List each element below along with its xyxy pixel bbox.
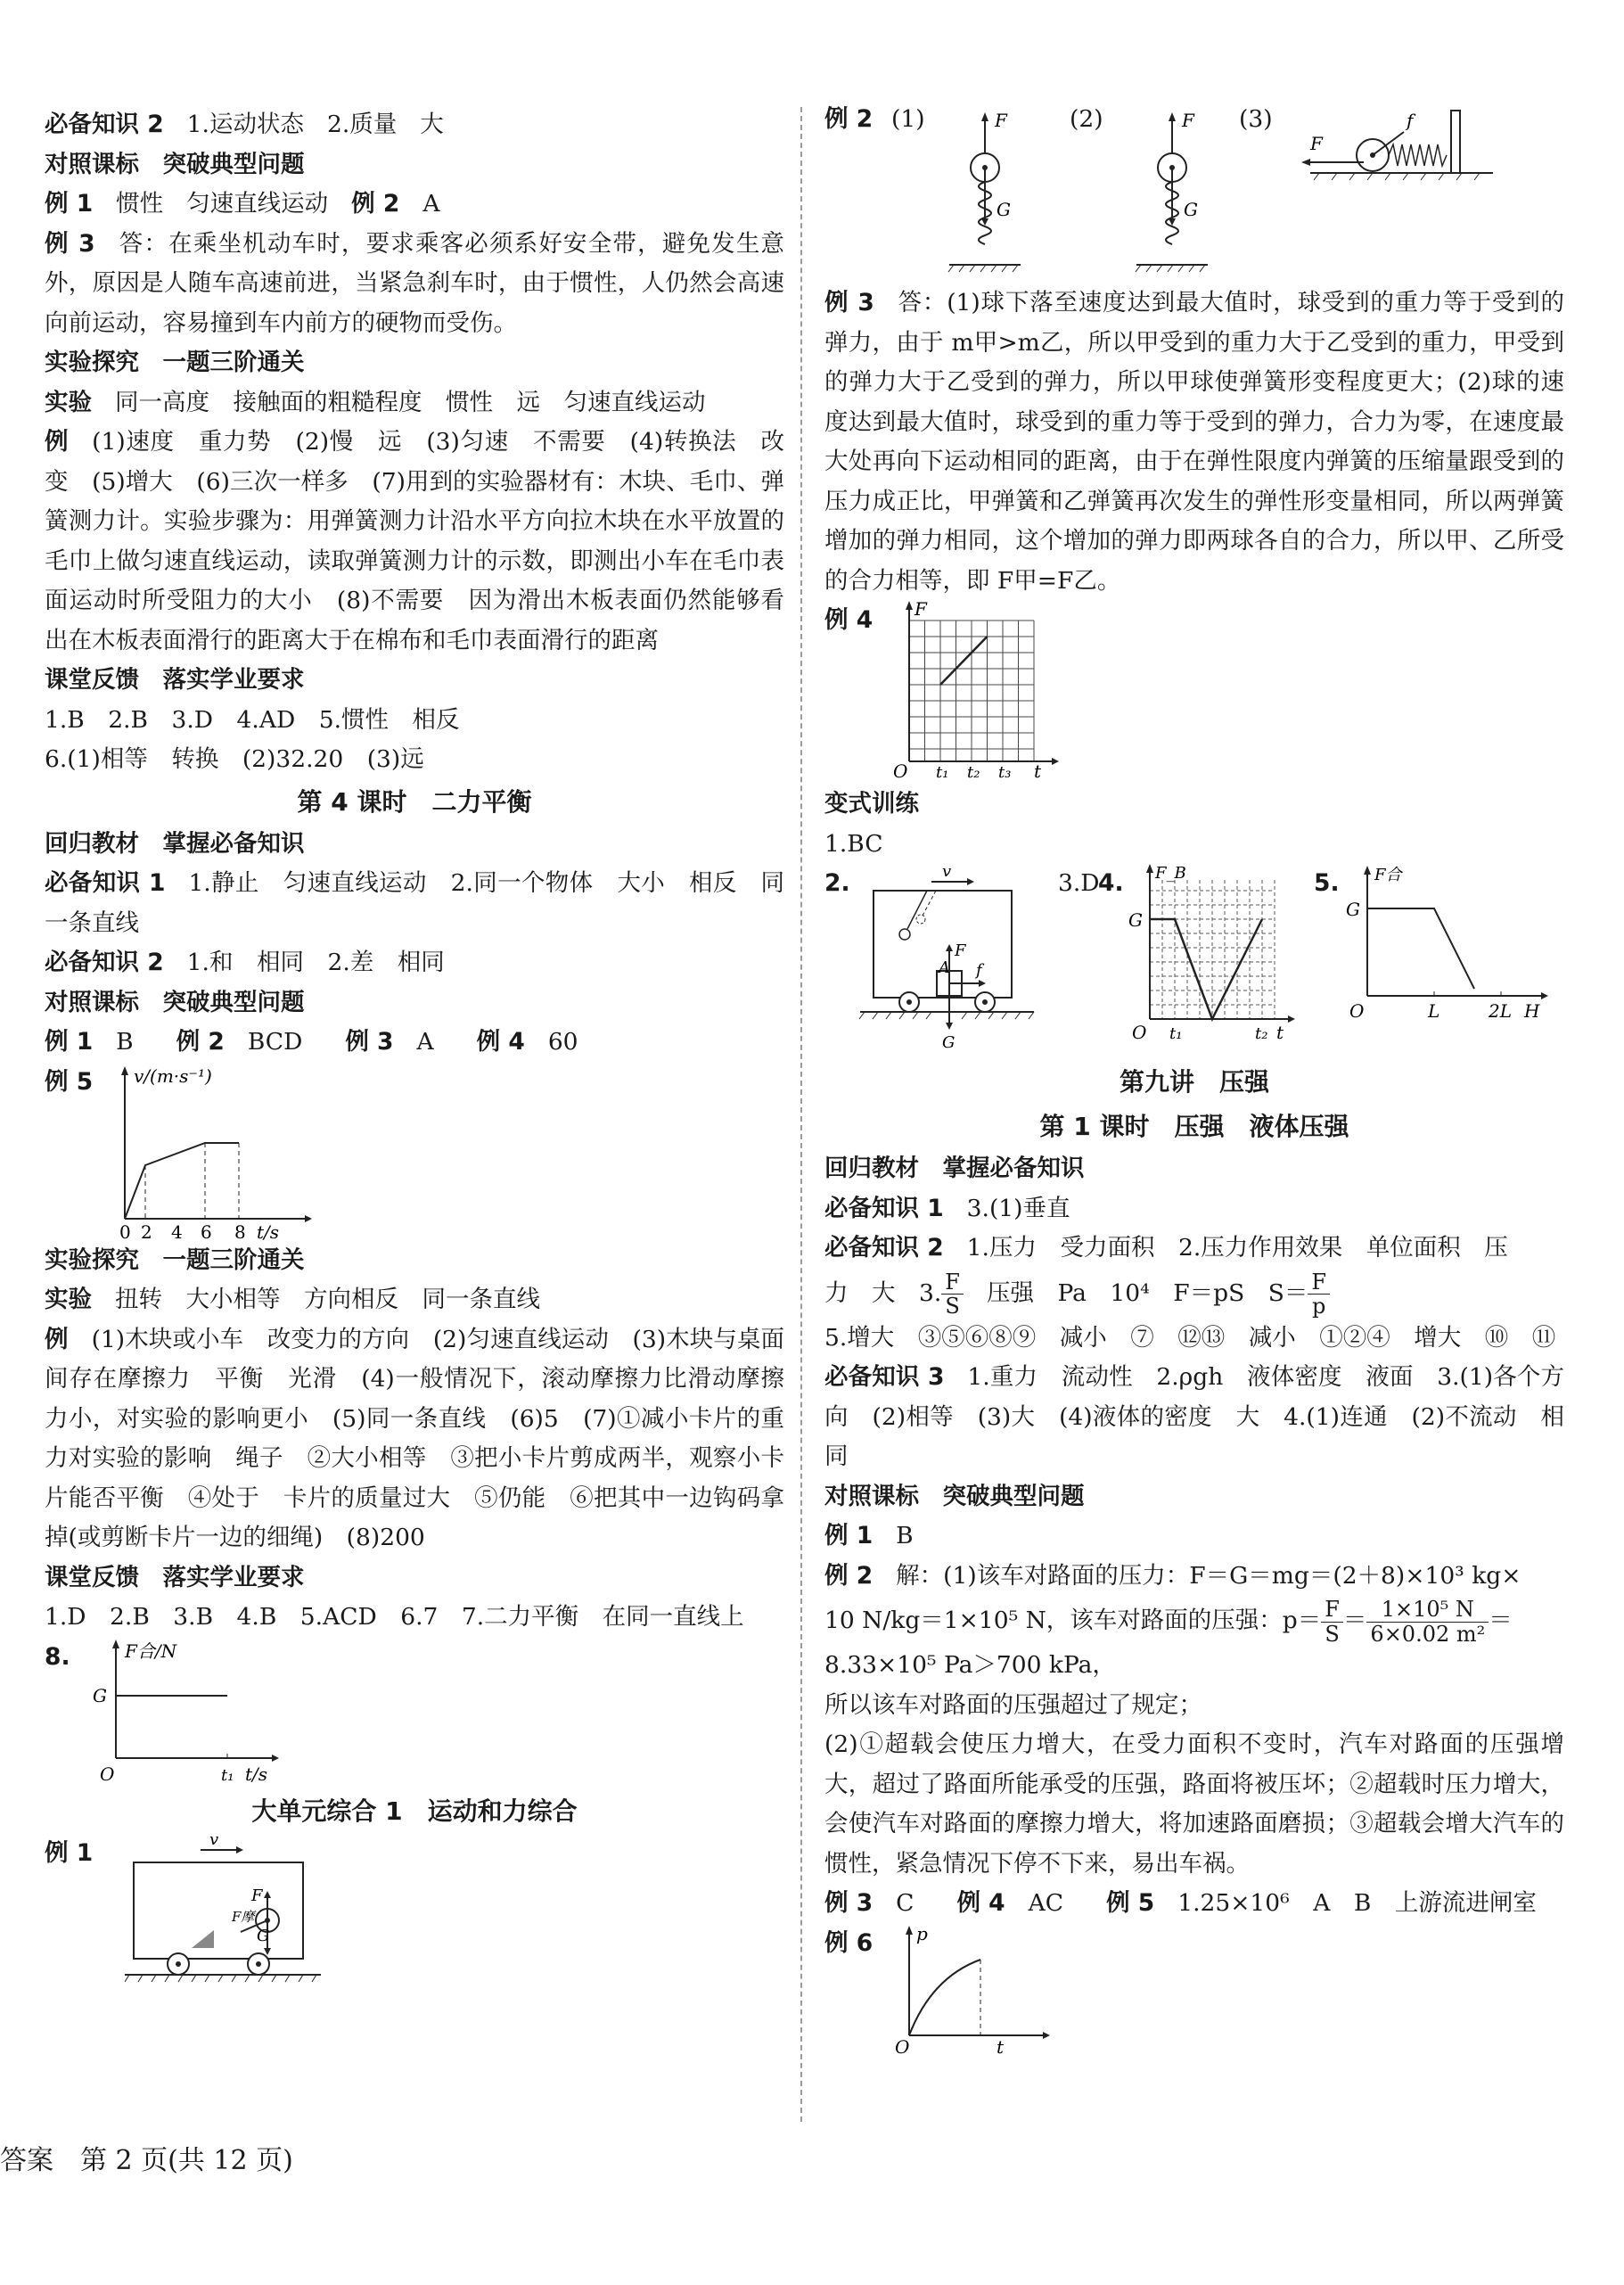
answer: 大	[420, 111, 444, 138]
unit-example-1-block	[45, 1834, 784, 1985]
label-g: G	[1128, 909, 1143, 931]
force-time-grid	[891, 601, 1070, 779]
line-feedback-2: 6.(1)相等 转换 (2)32.20 (3)远	[45, 745, 424, 773]
line-experiment-2	[45, 1280, 784, 1320]
line-example-1	[824, 1516, 1564, 1557]
label: 例 3	[824, 1889, 874, 1917]
string	[907, 891, 927, 929]
net-force-graph	[80, 1638, 285, 1789]
right-column	[824, 100, 1564, 2058]
section-heading: 课堂反馈 落实学业要求	[45, 666, 305, 694]
spring	[1389, 144, 1447, 166]
numerator: F	[1308, 1270, 1330, 1295]
y-label: F合/N	[125, 1640, 177, 1662]
line-knowledge-1	[824, 1189, 1564, 1229]
tick-label: t₁	[1169, 1024, 1183, 1043]
graph-curve	[909, 1960, 980, 2035]
g-label: G	[942, 1033, 956, 1051]
line-variant-1: 1.BC	[824, 829, 883, 858]
answer: 1.运动状态	[186, 111, 304, 138]
answer: 解：(1)该车对路面的压力：F＝G＝mg＝(2＋8)×10³ kg×	[896, 1561, 1521, 1590]
y-arrow	[112, 1640, 119, 1648]
fraction	[1366, 1598, 1489, 1646]
x-arrow	[272, 1755, 279, 1762]
answer: 答：(1)球下落至速度达到最大值时，球受到的重力等于受到的弹力，由于 m甲>m乙，所以甲受到的重力大于乙受到的重力，甲受到的弹力大于乙受到的弹力，所以甲球使弹簧形变程度更大；(2)球的速度达到最大值时，球受到的重力等于受到的弹力，合力为零，在速度最大处再向下运动相同的距离，由于在弹性限度内弹簧的压缩量跟受到的压力成正比，甲弹簧和乙弹簧再次发生的弹性形变量相同，所以两弹簧增加的弹力相同，这个增加的弹力即两球各自的合力，所以甲、乙所受的合力相等，即 F甲=F乙。	[824, 289, 1564, 595]
lesson-title: 第 4 课时 二力平衡	[297, 786, 532, 817]
label: 例 2	[824, 105, 874, 133]
label: 例 4	[824, 606, 874, 634]
tick: 8	[234, 1221, 246, 1241]
cart-pendulum-diagram	[851, 864, 1047, 1051]
g-label: G	[257, 1926, 270, 1945]
f-label: F	[251, 1886, 263, 1905]
numerator: 1×10⁵ N	[1366, 1598, 1489, 1622]
x-label: H	[1524, 1000, 1540, 1022]
section-heading: 变式训练	[824, 790, 919, 818]
label: 例 6	[824, 1928, 874, 1957]
line-example-2-conclusion: 所以该车对路面的压强超过了规定；	[824, 1690, 1202, 1719]
label: 例 2	[176, 1028, 225, 1056]
tick: 4	[171, 1221, 183, 1241]
y-label: F合	[1374, 866, 1402, 884]
tick-label: 2L	[1489, 1000, 1513, 1022]
label: 2.	[824, 869, 850, 897]
y-label: p	[916, 1923, 928, 1944]
line-knowledge-2b	[45, 943, 784, 983]
label: 实验	[45, 388, 92, 416]
tick-label: t₁	[936, 763, 949, 779]
origin: O	[100, 1763, 115, 1785]
tick-label: L	[1428, 1000, 1440, 1022]
answer: (1)速度 重力势 (2)慢 远 (3)匀速 不需要 (4)转换法 改变 (5)增大 (6)三次一样多 (7)用到的实验器材有：木块、毛巾、弹簧测力计。实验步骤为：用弹簧测力计沿水平方向拉木块在水平放置的毛巾上做匀速直线运动，读取弹簧测力计的示数，即测出小车在毛巾表面运动时所受阻力的大小 (8)不需要 因为滑出木板表面仍然能够看出在木板表面滑行的距离大于在棉布和毛巾表面滑行的距离	[45, 428, 785, 654]
page-footer: 答案 第 2 页(共 12 页)	[0, 2145, 293, 2176]
line-knowledge-3	[824, 1358, 1564, 1477]
answer: B	[116, 1028, 134, 1056]
small-f-label: f	[1407, 110, 1414, 131]
example-4-block	[824, 601, 1564, 785]
example-5-block	[45, 1063, 784, 1241]
line-examples-1-4	[45, 1023, 784, 1063]
answer: ＝	[1342, 1607, 1367, 1634]
sub-label: (3)	[1239, 105, 1273, 133]
sub-label: (2)	[1070, 105, 1103, 133]
tick: 0	[119, 1221, 131, 1241]
section-heading: 实验探究 一题三阶通关	[45, 1245, 305, 1274]
label: 例 5	[45, 1067, 94, 1096]
answer: 3.(1)垂直	[966, 1194, 1070, 1222]
y-label: F	[915, 601, 927, 620]
fraction	[941, 1270, 964, 1319]
answer: A	[416, 1028, 434, 1056]
line-example-2-part2: (2)①超载会使压力增大，在受力面积不变时，汽车对路面的压强增大，超过了路面所能承受的压强，路面将被压坏；②超载时压力增大，会使汽车对路面的摩擦力增大，将加速路面磨损；③超载会增大汽车的惯性，紧急情况下停不下来，易出车祸。	[824, 1730, 1564, 1878]
a-label: A	[939, 958, 950, 977]
y-label: F_B	[1155, 864, 1186, 883]
tick: 6	[201, 1221, 212, 1241]
section-heading: 课堂反馈 落实学业要求	[45, 1563, 305, 1591]
unit-title: 大单元综合 1 运动和力综合	[251, 1796, 578, 1826]
origin: O	[893, 760, 908, 779]
label: 例 4	[956, 1889, 1005, 1917]
label: 例	[45, 1325, 69, 1353]
x-label: t/s	[257, 1221, 280, 1241]
origin: O	[895, 2035, 910, 2058]
car-force-diagram	[125, 1834, 357, 1985]
pendulum-ball	[899, 929, 910, 940]
answer: 扭转 大小相等 方向相反 同一条直线	[115, 1286, 540, 1313]
net-force-height-graph	[1341, 864, 1554, 1051]
tick-label: t₂	[1255, 1024, 1268, 1043]
line-example-3-right	[824, 284, 1564, 601]
denominator: S	[945, 1294, 960, 1319]
pressure-time-graph	[891, 1924, 1070, 2058]
label: 实验	[45, 1286, 92, 1313]
line-example-2	[45, 1320, 784, 1558]
x-arrow	[305, 1215, 312, 1222]
answer: 1.压力 受力面积 2.压力作用效果 单位面积 压	[966, 1234, 1508, 1262]
label: 例 1	[824, 1522, 874, 1549]
label: 必备知识 1	[45, 869, 166, 897]
line-example-2	[824, 1557, 1564, 1597]
v-label: v	[209, 1833, 219, 1849]
left-column	[45, 105, 784, 1985]
graph-line	[1367, 908, 1474, 989]
g-label: G	[997, 199, 1011, 220]
velocity-time-graph	[107, 1063, 312, 1241]
variant-figures-row	[824, 864, 1564, 1060]
answer: 惯性	[116, 190, 164, 218]
tick-label: t₂	[967, 763, 980, 779]
y-label: v/(m·s⁻¹)	[134, 1064, 212, 1087]
fraction	[1308, 1270, 1330, 1319]
label: 必备知识 2	[45, 949, 164, 976]
origin: O	[1132, 1022, 1147, 1043]
answer: 1.和 相同 2.差 相同	[186, 949, 445, 976]
answer: B	[896, 1522, 914, 1549]
section-heading: 实验探究 一题三阶通关	[45, 349, 305, 376]
numerator: F	[1321, 1598, 1343, 1622]
answer: 3.D	[1058, 869, 1100, 897]
answer: BCD	[247, 1028, 303, 1056]
line-example-3	[45, 225, 784, 344]
numerator: F	[941, 1270, 964, 1295]
line-experiment	[45, 383, 784, 423]
denominator: S	[1325, 1621, 1340, 1647]
answer: A	[422, 190, 440, 218]
small-f-label: f	[976, 961, 982, 980]
section-heading: 对照课标 突破典型问题	[45, 150, 305, 178]
answer: 60	[547, 1028, 578, 1056]
answer: 1.静止 匀速直线运动 2.同一个物体 大小 相反 同一条直线	[45, 869, 784, 937]
line-knowledge-2	[45, 105, 784, 145]
graph-line	[940, 637, 988, 685]
question-8-block	[45, 1638, 784, 1789]
label: 必备知识 3	[824, 1363, 945, 1391]
fraction	[1321, 1598, 1343, 1646]
wall	[1451, 111, 1460, 173]
line-knowledge-2-cont	[824, 1269, 1564, 1319]
f-label: F	[1310, 133, 1323, 154]
line-examples-3-5	[824, 1884, 1564, 1924]
label-g: G	[93, 1684, 107, 1706]
answer: 答：在乘坐机动车时，要求乘客必须系好安全带，避免发生意外，原因是人随车高速前进，当紧急刹车时，由于惯性，人仍然会高速向前运动，容易撞到车内前方的硬物而受伤。	[45, 229, 785, 337]
f-label: F	[995, 110, 1007, 131]
label: 例 1	[45, 1838, 94, 1867]
label: 例 1	[45, 1028, 94, 1056]
label: 例 3	[824, 289, 874, 316]
label: 例 4	[476, 1028, 525, 1056]
answer: 压强 Pa 10⁴ F＝pS S＝	[986, 1278, 1308, 1307]
section-heading: 对照课标 突破典型问题	[45, 988, 305, 1016]
lesson-title: 第 1 课时 压强 液体压强	[1039, 1112, 1349, 1141]
f-label: F	[955, 941, 966, 960]
line-knowledge-1	[45, 864, 784, 943]
answer: 同一高度 接触面的粗糙程度 惯性 远 匀速直线运动	[115, 388, 706, 416]
chapter-title: 第九讲 压强	[1119, 1067, 1269, 1097]
spring-ball-diagram-1	[945, 100, 1025, 278]
answer: 2.质量	[326, 111, 398, 138]
section-heading: 回归教材 掌握必备知识	[45, 829, 305, 858]
label: 必备知识 2	[824, 1234, 944, 1262]
f-label: F	[1182, 110, 1194, 131]
line-knowledge-5: 5.增大 ③⑤⑥⑧⑨ 减小 ⑦ ⑫⑬ 减小 ①②④ 增大 ⑩ ⑪	[824, 1323, 1556, 1352]
answer: AC	[1028, 1889, 1064, 1917]
label: 例 2	[351, 190, 400, 218]
denominator: 6×0.02 m²	[1370, 1621, 1486, 1647]
answer: 1.重力 流动性 2.ρgh 液体密度 液面 3.(1)各个方向 (2)相等 (3)大 (4)液体的密度 大 4.(1)连通 (2)不流动 相同	[824, 1363, 1564, 1470]
line-example-2-calc	[824, 1596, 1564, 1646]
wedge	[192, 1930, 214, 1948]
tick-label: t₁	[221, 1765, 234, 1785]
label: 4.	[1098, 869, 1124, 897]
car-body	[134, 1862, 303, 1959]
sub-label: (1)	[891, 105, 925, 133]
fb-time-grid	[1123, 864, 1301, 1051]
tick: 2	[141, 1221, 152, 1241]
origin: O	[1349, 1000, 1365, 1022]
label: 5.	[1314, 869, 1340, 897]
denominator: p	[1312, 1294, 1326, 1319]
spring-wall-diagram	[1292, 100, 1497, 189]
ff-label: F摩	[232, 1908, 255, 1925]
line-example-2-result: 8.33×10⁵ Pa＞700 kPa，	[824, 1651, 1116, 1679]
graph-line	[125, 1143, 239, 1219]
label: 8.	[45, 1642, 70, 1671]
line-example	[45, 423, 784, 661]
answer: 10 N/kg＝1×10⁵ N，该车对路面的压强：p＝	[824, 1607, 1322, 1634]
section-heading: 对照课标 突破典型问题	[824, 1482, 1085, 1510]
label-g: G	[1346, 899, 1360, 920]
label: 例 1	[45, 190, 94, 218]
answer: 力 大 3.	[824, 1278, 942, 1307]
answer: 1.25×10⁶ A B 上游流进闸室	[1177, 1889, 1537, 1917]
answer: 匀速直线运动	[186, 190, 329, 218]
label: 必备知识 1	[824, 1194, 944, 1222]
example-2-block	[824, 100, 1564, 284]
label: 例 5	[1106, 1889, 1155, 1917]
cart-body	[874, 891, 1012, 998]
graph-line	[1150, 919, 1262, 1019]
v-label: v	[942, 864, 952, 881]
line-knowledge-2	[824, 1229, 1564, 1269]
y-arrow	[121, 1066, 128, 1075]
answer: (1)木块或小车 改变力的方向 (2)匀速直线运动 (3)木块与桌面间存在摩擦力 平衡 光滑 (4)一般情况下，滚动摩擦力比滑动摩擦力小，对实验的影响更小 (5)同一条直线 (6)5 (7)①减小卡片的重力对实验的影响 绳子 ②大小相等 ③把小卡片剪成两半，观察小卡片能否平衡 ④处于 卡片的质量过大 ⑤仍能 ⑥把其中一边钩码拿掉(或剪断卡片一边的细绳) (8)200	[45, 1325, 784, 1551]
x-label: t	[1276, 1022, 1284, 1043]
x-label: t	[997, 2035, 1005, 2058]
tick-label: t₃	[998, 763, 1012, 779]
label: 例 2	[824, 1561, 874, 1590]
line-feedback-1: 1.B 2.B 3.D 4.AD 5.惯性 相反	[45, 705, 460, 734]
label: 例	[45, 428, 70, 456]
section-heading: 回归教材 掌握必备知识	[824, 1155, 1085, 1182]
label: 必备知识 2	[45, 111, 164, 138]
answer: C	[896, 1889, 915, 1917]
g-label: G	[1184, 199, 1198, 220]
spring-ball-diagram-2	[1132, 100, 1212, 278]
label: 例 3	[45, 229, 95, 258]
x-label: t/s	[245, 1763, 268, 1785]
example-6-block	[824, 1924, 1564, 2058]
label: 例 3	[345, 1028, 394, 1056]
line-example-1-2	[45, 185, 784, 225]
x-label: t	[1034, 760, 1042, 779]
answer: ＝	[1489, 1607, 1513, 1634]
line-feedback-3: 1.D 2.B 3.B 4.B 5.ACD 6.7 7.二力平衡 在同一直线上	[45, 1603, 744, 1631]
column-divider	[800, 107, 802, 2122]
